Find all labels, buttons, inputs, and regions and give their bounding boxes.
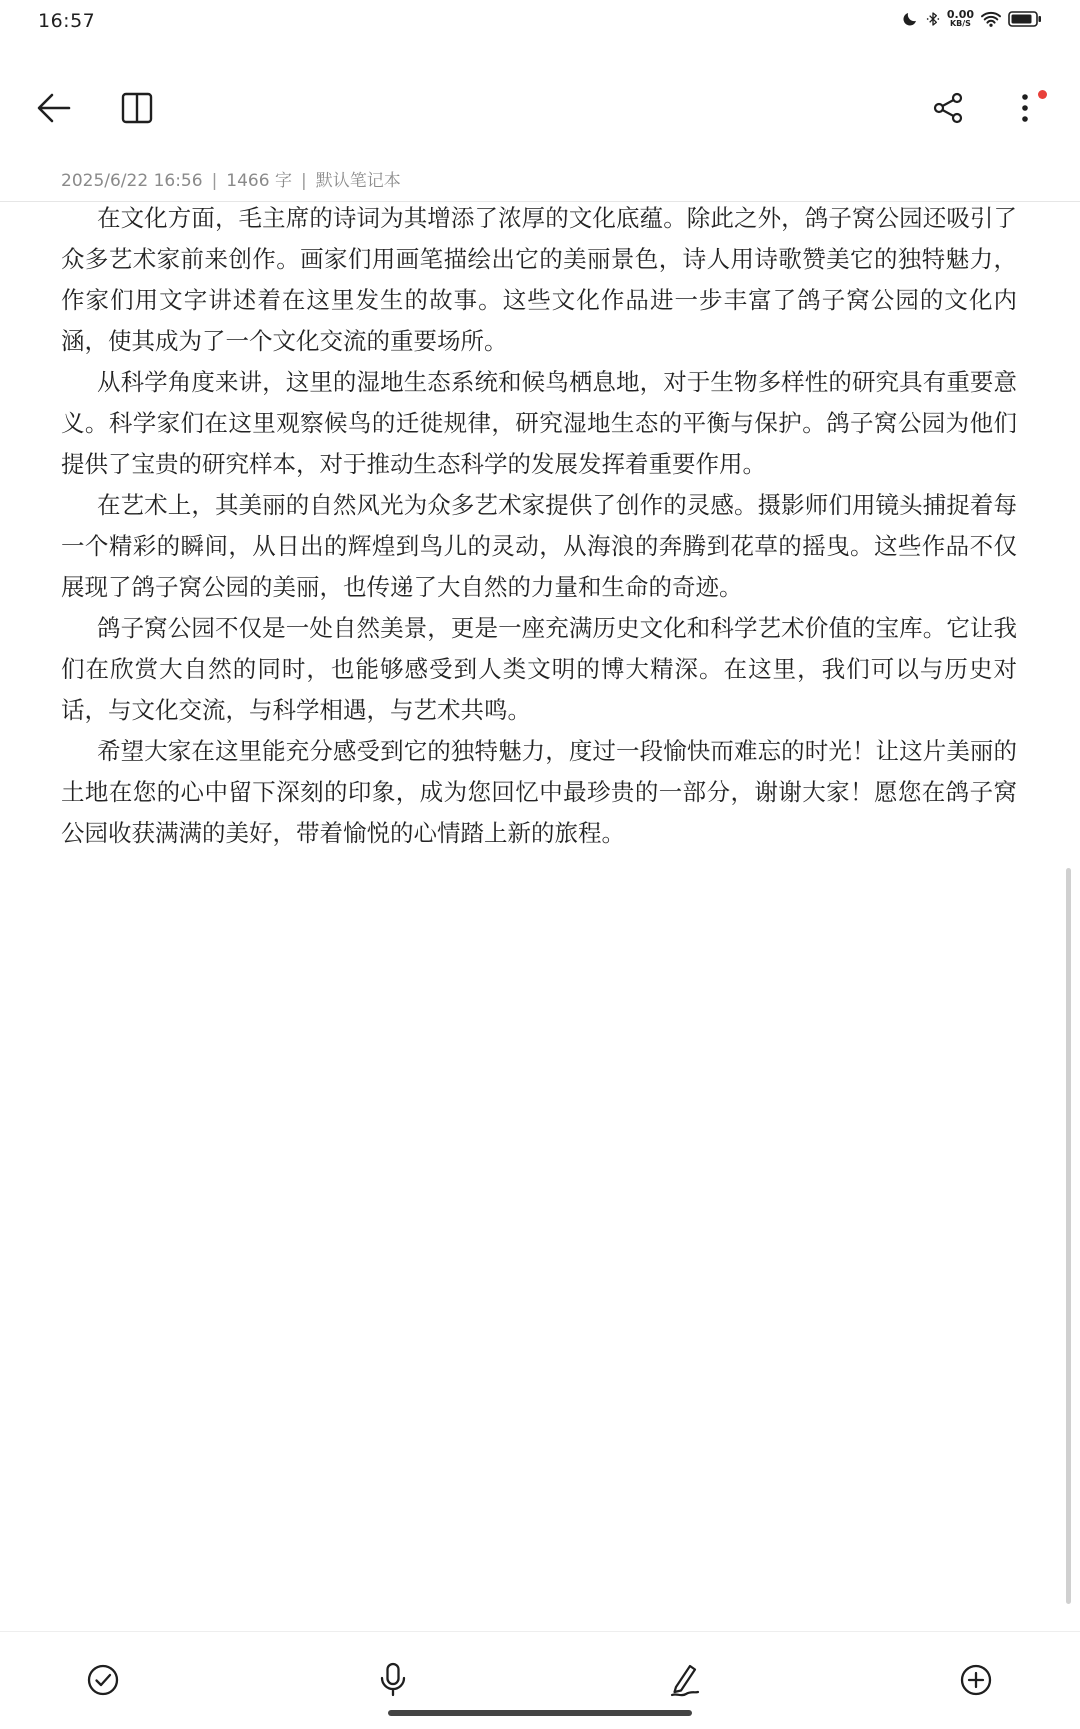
split-view-button[interactable] [107, 78, 167, 138]
status-icons [901, 10, 1042, 28]
note-meta [61, 166, 401, 191]
note-paragraph[interactable]: 在艺术上，其美丽的自然风光为众多艺术家提供了创作的灵感。摄影师们用镜头捕捉着每一个精彩的瞬间，从日出的辉煌到鸟儿的灵动，从海浪的奔腾到花草的摇曳。这些作品不仅展现了鸽子窝公园的美丽，也传递了大自然的力量和生命的奇迹。 [61, 491, 1017, 601]
home-indicator[interactable] [388, 1710, 692, 1716]
status-bar [0, 0, 1080, 44]
microphone-icon [378, 1662, 408, 1702]
voice-input-button[interactable] [363, 1652, 423, 1712]
word-count: 1466 字 [226, 171, 292, 191]
note-paragraph[interactable]: 希望大家在这里能充分感受到它的独特魅力，度过一段愉快而难忘的时光！让这片美丽的土地在您的心中留下深刻的印象，成为您回忆中最珍贵的一部分，谢谢大家！愿您在鸽子窝公园收获满满的美好，带着愉悦的心情踏上新的旅程。 [61, 737, 1017, 847]
network-speed-value: 0.00 [946, 8, 974, 21]
status-time: 16:57 [38, 10, 96, 32]
note-paragraph[interactable]: 在文化方面，毛主席的诗词为其增添了浓厚的文化底蕴。除此之外，鸽子窝公园还吸引了众多艺术家前来创作。画家们用画笔描绘出它的美丽景色，诗人用诗歌赞美它的独特魅力，作家们用文字讲述着在这里发生的故事。这些文化作品进一步丰富了鸽子窝公园的文化内涵，使其成为了一个文化交流的重要场所。 [61, 204, 1017, 355]
more-vertical-icon [1020, 91, 1030, 125]
add-button[interactable] [946, 1652, 1006, 1712]
more-button[interactable] [995, 78, 1055, 138]
scrollbar[interactable] [1066, 868, 1071, 1604]
split-view-icon [120, 91, 154, 125]
notification-dot [1038, 90, 1047, 99]
share-button[interactable] [918, 78, 978, 138]
network-speed-unit: KB/S [949, 19, 971, 28]
share-icon [931, 91, 965, 125]
note-paragraph[interactable]: 从科学角度来讲，这里的湿地生态系统和候鸟栖息地，对于生物多样性的研究具有重要意义。科学家们在这里观察候鸟的迁徙规律，研究湿地生态的平衡与保护。鸽子窝公园为他们提供了宝贵的研究样本，对于推动生态科学的发展发挥着重要作用。 [61, 368, 1017, 478]
note-date: 2025/6/22 16:56 [61, 171, 203, 191]
note-body[interactable] [61, 198, 1017, 854]
battery-icon [1008, 10, 1042, 28]
handwriting-pen-icon [667, 1662, 703, 1702]
checklist-icon [86, 1663, 120, 1701]
meta-separator: | [300, 171, 307, 191]
back-button[interactable] [24, 78, 84, 138]
checklist-button[interactable] [73, 1652, 133, 1712]
network-speed [947, 10, 974, 28]
meta-separator: | [211, 171, 218, 191]
notebook-name[interactable]: 默认笔记本 [315, 171, 401, 191]
toolbar [0, 72, 1080, 152]
note-paragraph[interactable]: 鸽子窝公园不仅是一处自然美景，更是一座充满历史文化和科学艺术价值的宝库。它让我们在欣赏大自然的同时，也能够感受到人类文明的博大精深。在这里，我们可以与历史对话，与文化交流，与科学相遇，与艺术共鸣。 [61, 614, 1017, 724]
add-circle-icon [959, 1663, 993, 1701]
moon-icon [901, 10, 919, 28]
wifi-icon [980, 10, 1002, 28]
bluetooth-icon [925, 10, 941, 28]
back-arrow-icon [35, 89, 73, 127]
handwriting-button[interactable] [655, 1652, 715, 1712]
